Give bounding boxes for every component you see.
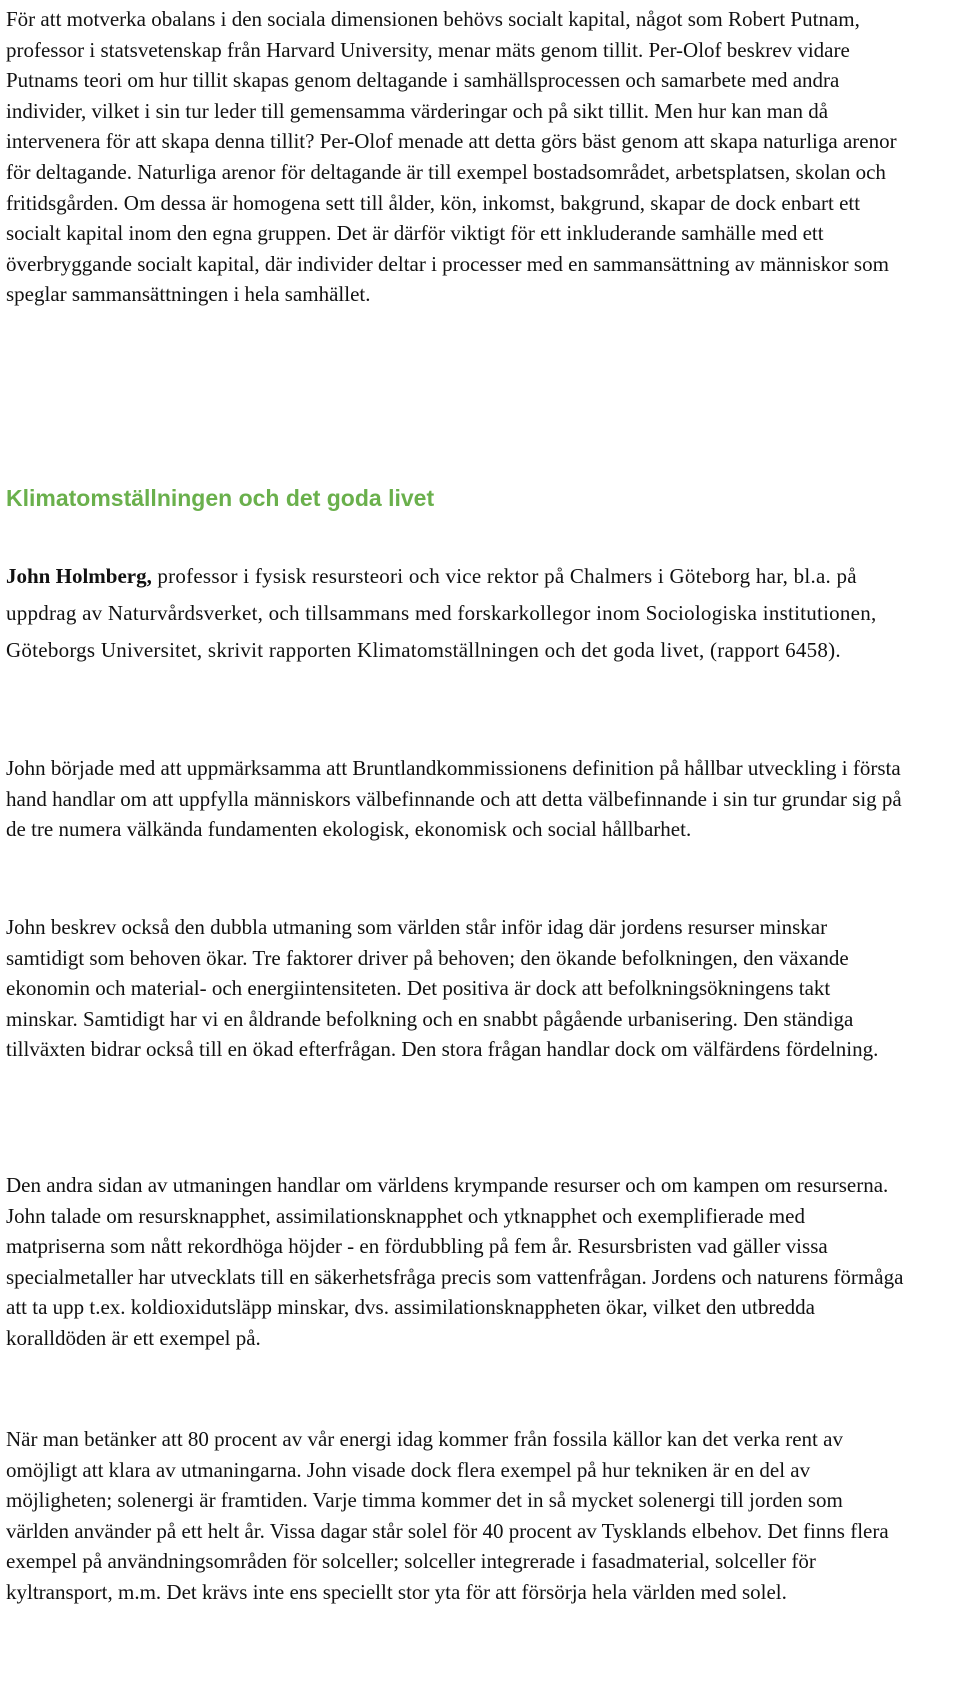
body-paragraph-2: John beskrev också den dubbla utmaning som världen står inför idag där jordens resurser minskar samtidigt som behoven ökar. Tre faktorer driver på behoven; den ökande befolkningen, den växande ekonomin och material- och energiintensiteten. Det positiva är dock att befolkningsökningens takt minskar. Samtidigt har vi en åldrande befolkning och en snabbt pågående urbanisering. Den ständiga tillväxten bidrar också till en ökad efterfrågan. Den stora frågan handlar dock om välfärdens fördelning. (6, 915, 879, 1062)
body-paragraph-1: John började med att uppmärksamma att Bruntlandkommissionens definition på hållbar utveckling i första hand handlar om att uppfylla människors välbefinnande och att detta välbefinnande i sin tur grundar sig på de tre numera välkända fundamenten ekologisk, ekonomisk och social hållbarhet. (6, 756, 902, 842)
section-heading: Klimatomställningen och det goda livet (6, 485, 435, 511)
intro-paragraph: För att motverka obalans i den sociala dimensionen behövs socialt kapital, något som Robert Putnam, professor i statsvetenskap från Harvard University, menar mäts genom tillit. Per-Olof beskrev vidare Putnams teori om hur tillit skapas genom deltagande i samhällsprocessen och samarbete med andra individer, vilket i sin tur leder till gemensamma värderingar och på sikt tillit. Men hur kan man då intervenera för att skapa denna tillit? Per-Olof menade att detta görs bäst genom att skapa naturliga arenor för deltagande. Naturliga arenor för deltagande är till exempel bostadsområdet, arbetsplatsen, skolan och fritidsgården. Om dessa är homogena sett till ålder, kön, inkomst, bakgrund, skapar de dock enbart ett socialt kapital inom den egna gruppen. Det är därför viktigt för ett inkluderande samhälle med ett överbryggande socialt kapital, där individer deltar i processer med en sammansättning av människor som speglar sammansättningen i hela samhället. (6, 7, 897, 307)
author-byline (6, 558, 906, 669)
author-name: John Holmberg, (6, 564, 152, 588)
body-paragraph-4: När man betänker att 80 procent av vår energi idag kommer från fossila källor kan det verka rent av omöjligt att klara av utmaningarna. John visade dock flera exempel på hur tekniken är en del av möjligheten; solenergi är framtiden. Varje timma kommer det in så mycket solenergi till jorden som världen använder på ett helt år. Vissa dagar står solel för 40 procent av Tysklands elbehov. Det finns flera exempel på användningsområden för solceller; solceller integrerade i fasadmaterial, solceller för kyltransport, m.m. Det krävs inte ens speciellt stor yta för att försörja hela världen med solel. (6, 1427, 889, 1604)
body-paragraph-3: Den andra sidan av utmaningen handlar om världens krympande resurser och om kampen om resurserna. John talade om resursknapphet, assimilationsknapphet och ytknapphet och exemplifierade med matpriserna som nått rekordhöga höjder - en fördubbling på fem år. Resursbristen vad gäller vissa specialmetaller har utvecklats till en säkerhetsfråga precis som vattenfrågan. Jordens och naturens förmåga att ta upp t.ex. koldioxidutsläpp minskar, dvs. assimilationsknappheten ökar, vilket den utbredda koralldöden är ett exempel på. (6, 1173, 904, 1350)
byline-text: professor i fysisk resursteori och vice rektor på Chalmers i Göteborg har, bl.a. på uppdrag av Naturvårdsverket, och tillsammans med forskarkollegor inom Sociologiska institutionen, Göteborgs Universitet, skrivit rapporten Klimatomställningen och det goda livet, (rapport 6458). (6, 564, 877, 662)
